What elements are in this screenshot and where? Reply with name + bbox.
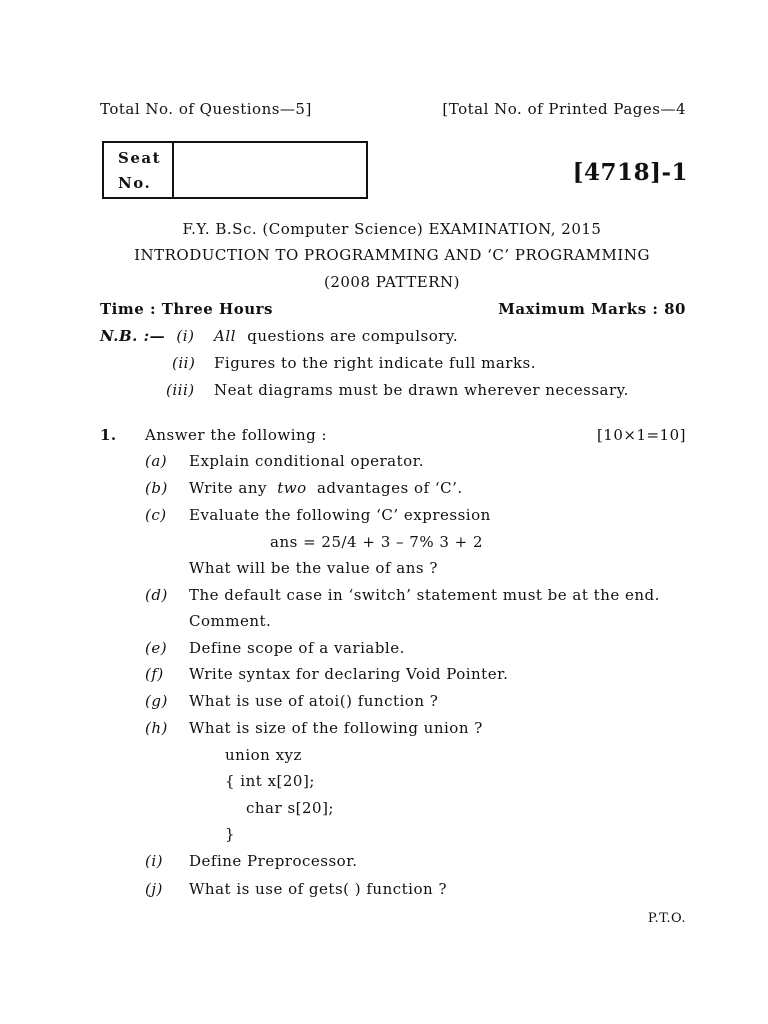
code-line: char s[20]; [246, 799, 334, 817]
part-text: What is use of gets( ) function ? [189, 880, 447, 898]
nb-item-number: (iii) [166, 381, 195, 399]
paper-code: [4718]-1 [572, 159, 688, 186]
seat-label: Seat [118, 149, 162, 167]
code-line: union xyz [225, 746, 302, 764]
part-label: (f) [145, 665, 164, 683]
printed-pages: [Total No. of Printed Pages—4 [442, 100, 686, 118]
nb-note [100, 327, 194, 345]
pto-marker: P.T.O. [647, 911, 686, 926]
question-number: 1. [100, 426, 117, 444]
part-followup: What will be the value of ans ? [189, 559, 438, 577]
part-text: Write syntax for declaring Void Pointer. [189, 665, 509, 683]
exam-title: F.Y. B.Sc. (Computer Science) EXAMINATION, 2015 [182, 220, 602, 238]
part-text-pre: Write any [189, 479, 267, 497]
part-text-post: advantages of ‘C’. [316, 479, 463, 497]
nb-item-number: (ii) [172, 354, 196, 372]
part-label: (a) [145, 452, 168, 470]
part-label: (i) [145, 852, 164, 870]
part-text: The default case in ‘switch’ statement must be at the end. [189, 586, 660, 604]
part-label: (j) [145, 880, 163, 898]
nb-item-text: Neat diagrams must be drawn wherever necessary. [214, 381, 629, 399]
seat-number-box [102, 141, 368, 199]
time-allowed: Time : Three Hours [100, 300, 273, 318]
seat-box-divider [172, 143, 174, 197]
part-continuation: Comment. [189, 612, 272, 630]
nb-item-text: questions are compulsory. [247, 327, 459, 345]
part-label: (b) [145, 479, 168, 497]
maximum-marks: Maximum Marks : 80 [498, 300, 686, 318]
question-marks: [10×1=10] [596, 426, 686, 444]
seat-label-no: No. [118, 174, 152, 192]
part-label: (e) [145, 639, 168, 657]
part-text: What is use of atoi() function ? [189, 692, 439, 710]
question-text: Answer the following : [145, 426, 328, 444]
part-label: (d) [145, 586, 168, 604]
code-line: } [225, 825, 236, 843]
part-text-emphasis: two [277, 479, 307, 497]
nb-label: N.B. :— [100, 327, 166, 345]
part-label: (c) [145, 506, 167, 524]
nb-item-text: Figures to the right indicate full marks. [214, 354, 537, 372]
part-text: Define scope of a variable. [189, 639, 405, 657]
part-text [189, 479, 463, 497]
part-text: Evaluate the following ‘C’ expression [189, 506, 491, 524]
nb-item-emphasis: All [214, 327, 236, 345]
part-text: Explain conditional operator. [189, 452, 424, 470]
nb-item [214, 327, 458, 345]
part-label: (h) [145, 719, 168, 737]
total-questions: Total No. of Questions—5] [100, 100, 312, 118]
code-line: { int x[20]; [225, 772, 315, 790]
pattern-title: (2008 PATTERN) [323, 273, 461, 291]
part-label: (g) [145, 692, 168, 710]
part-text: What is size of the following union ? [189, 719, 483, 737]
expression: ans = 25/4 + 3 – 7% 3 + 2 [270, 533, 484, 551]
subject-title: INTRODUCTION TO PROGRAMMING AND ‘C’ PROGRAMMING [134, 246, 650, 264]
part-text: Define Preprocessor. [189, 852, 358, 870]
nb-item-number: (i) [176, 327, 195, 345]
